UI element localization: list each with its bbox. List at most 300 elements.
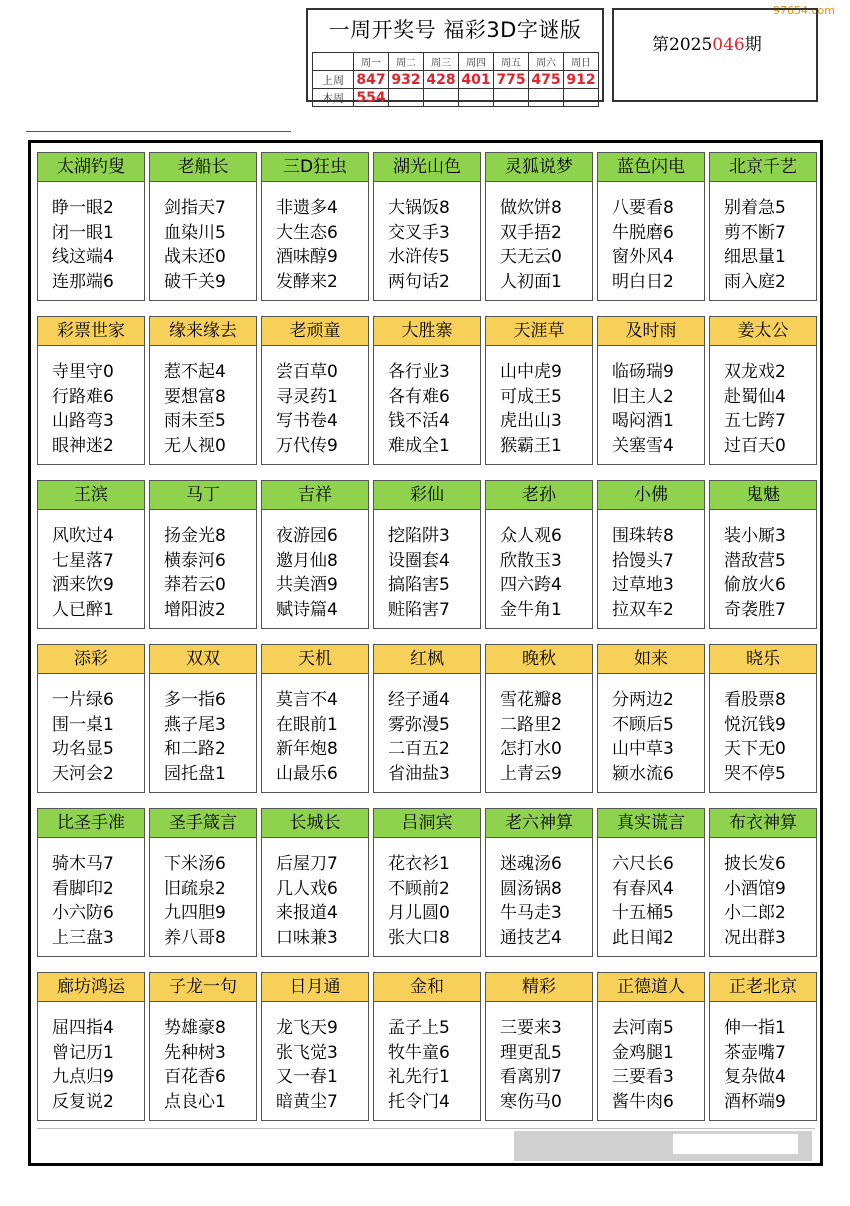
riddle-line: 奇袭胜7 [724, 599, 786, 620]
riddle-line: 山路弯3 [52, 411, 114, 431]
footer-white-block [673, 1134, 798, 1154]
riddle-line: 眼神迷2 [52, 435, 114, 456]
riddle-card [597, 808, 705, 957]
riddle-card [261, 644, 369, 793]
riddle-author: 太湖钓叟 [38, 153, 144, 182]
riddle-card [373, 316, 481, 465]
riddle-line: 明白日2 [612, 271, 674, 292]
riddle-line: 十五桶5 [612, 903, 674, 923]
day-header: 周五 [494, 53, 529, 71]
riddle-card [261, 316, 369, 465]
riddle-line: 曾记历1 [52, 1042, 114, 1063]
riddle-card [149, 972, 257, 1121]
riddle-line: 和二路2 [164, 739, 226, 759]
riddle-line: 悦沉钱9 [724, 714, 786, 735]
riddle-author: 吕洞宾 [374, 809, 480, 838]
riddle-body [598, 1002, 704, 1120]
riddle-body [150, 838, 256, 956]
riddle-line: 迷魂汤6 [500, 854, 562, 874]
riddle-body [374, 182, 480, 300]
riddle-line: 来报道4 [276, 903, 338, 923]
riddle-body [150, 1002, 256, 1120]
riddle-card [709, 972, 817, 1121]
riddle-line: 养八哥8 [164, 927, 226, 948]
riddle-card [485, 644, 593, 793]
draw-number: 847 [354, 71, 389, 89]
riddle-line: 金牛角1 [500, 599, 562, 620]
riddle-author: 比圣手准 [38, 809, 144, 838]
riddle-body [150, 182, 256, 300]
riddle-line: 二百五2 [388, 739, 450, 759]
riddle-author: 吉祥 [262, 481, 368, 510]
riddle-line: 酱牛肉6 [612, 1091, 674, 1112]
riddle-line: 山中草3 [612, 739, 674, 759]
riddle-author: 老船长 [150, 153, 256, 182]
riddle-line: 看离别7 [500, 1067, 562, 1087]
riddle-line: 雪花瓣8 [500, 690, 562, 710]
riddle-line: 经子通4 [388, 690, 450, 710]
riddle-author: 王滨 [38, 481, 144, 510]
riddle-card [37, 808, 145, 957]
riddle-line: 赴蜀仙4 [724, 386, 786, 407]
riddle-body [598, 182, 704, 300]
riddle-line: 四六跨4 [500, 575, 562, 595]
riddle-line: 不顾前2 [388, 878, 450, 899]
riddle-author: 添彩 [38, 645, 144, 674]
riddle-card [373, 808, 481, 957]
riddle-body [710, 838, 816, 956]
riddle-line: 颍水流6 [612, 763, 674, 784]
riddle-body [262, 346, 368, 464]
riddle-author: 红枫 [374, 645, 480, 674]
issue-suffix: 期 [744, 35, 762, 55]
riddle-line: 寻灵药1 [276, 386, 338, 407]
riddle-card [37, 480, 145, 629]
riddle-line: 虎出山3 [500, 411, 562, 431]
riddle-line: 上三盘3 [52, 927, 114, 948]
riddle-author: 马丁 [150, 481, 256, 510]
riddle-line: 偷放火6 [724, 575, 786, 595]
riddle-line: 双手捂2 [500, 222, 562, 243]
riddle-card [373, 644, 481, 793]
riddle-line: 三要看3 [612, 1067, 674, 1087]
riddle-body [262, 182, 368, 300]
riddle-card [261, 152, 369, 301]
riddle-body [486, 674, 592, 792]
riddle-author: 老六神算 [486, 809, 592, 838]
draw-number: 775 [494, 71, 529, 89]
riddle-card [261, 972, 369, 1121]
riddle-line: 反复说2 [52, 1091, 114, 1112]
riddle-line: 酒杯端9 [724, 1091, 786, 1112]
draw-number [459, 89, 494, 107]
riddle-card [485, 316, 593, 465]
riddle-card [37, 152, 145, 301]
riddle-body [710, 674, 816, 792]
riddle-line: 多一指6 [164, 690, 226, 710]
draw-number [389, 89, 424, 107]
riddle-line: 剑指天7 [164, 198, 226, 218]
riddle-line: 过草地3 [612, 575, 674, 595]
riddle-line: 剪不断7 [724, 222, 786, 243]
riddle-author: 天涯草 [486, 317, 592, 346]
riddle-body [38, 182, 144, 300]
riddle-line: 交叉手3 [388, 222, 450, 243]
riddle-line: 花衣衫1 [388, 854, 450, 874]
riddle-line: 非遗多4 [276, 198, 338, 218]
draw-number: 401 [459, 71, 494, 89]
riddle-author: 日月通 [262, 973, 368, 1002]
riddle-author: 金和 [374, 973, 480, 1002]
riddle-author: 大胜寨 [374, 317, 480, 346]
issue-number [652, 30, 762, 55]
riddle-card [373, 480, 481, 629]
riddle-line: 潜敌营5 [724, 550, 786, 571]
riddle-author: 廊坊鸿运 [38, 973, 144, 1002]
riddle-card [37, 644, 145, 793]
riddle-author: 双双 [150, 645, 256, 674]
footer-line [37, 1128, 815, 1129]
riddle-line: 行路难6 [52, 386, 114, 407]
riddle-line: 礼先行1 [388, 1067, 450, 1087]
riddle-body [150, 674, 256, 792]
riddle-line: 园托盘1 [164, 763, 226, 784]
riddle-line: 山最乐6 [276, 763, 338, 784]
site-logo[interactable]: 97654.com [773, 4, 835, 17]
riddle-line: 七星落7 [52, 550, 114, 571]
riddle-line: 哭不停5 [724, 763, 786, 784]
riddle-card [597, 152, 705, 301]
riddle-line: 喝闷酒1 [612, 411, 674, 431]
day-header: 周四 [459, 53, 494, 71]
riddle-author: 及时雨 [598, 317, 704, 346]
riddle-line: 寒伤马0 [500, 1091, 562, 1112]
divider [26, 131, 291, 132]
riddle-line: 六尺长6 [612, 854, 674, 874]
riddle-line: 设圈套4 [388, 550, 450, 571]
riddle-line: 八要看8 [612, 198, 674, 218]
riddle-author: 子龙一句 [150, 973, 256, 1002]
riddle-body [38, 346, 144, 464]
riddle-card [597, 644, 705, 793]
riddle-line: 小二郎2 [724, 903, 786, 923]
riddle-line: 难成全1 [388, 435, 450, 456]
riddle-line: 伸一指1 [724, 1018, 786, 1038]
riddle-author: 缘来缘去 [150, 317, 256, 346]
draw-number: 932 [389, 71, 424, 89]
riddle-line: 旧主人2 [612, 386, 674, 407]
riddle-body [150, 510, 256, 628]
corner-cell [313, 53, 354, 71]
riddle-line: 做炊饼8 [500, 198, 562, 218]
riddle-line: 横泰河6 [164, 550, 226, 571]
riddle-line: 看股票8 [724, 690, 786, 710]
riddle-card [37, 972, 145, 1121]
riddle-body [150, 346, 256, 464]
weekly-draw-panel [306, 8, 604, 106]
riddle-line: 装小厮3 [724, 526, 786, 546]
riddle-line: 牧牛童6 [388, 1042, 450, 1063]
riddle-line: 骑木马7 [52, 854, 114, 874]
riddle-body [598, 674, 704, 792]
riddle-line: 旧疏泉2 [164, 878, 226, 899]
riddle-line: 各行业3 [388, 362, 450, 382]
issue-prefix: 第2025 [652, 35, 713, 55]
riddle-author: 天机 [262, 645, 368, 674]
riddle-author: 三D狂虫 [262, 153, 368, 182]
riddle-author: 北京千艺 [710, 153, 816, 182]
riddle-line: 雨入庭2 [724, 271, 786, 292]
riddle-line: 此日闻2 [612, 927, 674, 948]
riddle-line: 暗黄尘7 [276, 1091, 338, 1112]
riddle-line: 有春风4 [612, 878, 674, 899]
riddle-line: 过百天0 [724, 435, 786, 456]
draw-number: 554 [354, 89, 389, 107]
issue-number-box [612, 8, 818, 102]
riddle-author: 长城长 [262, 809, 368, 838]
riddle-author: 蓝色闪电 [598, 153, 704, 182]
riddle-card [709, 152, 817, 301]
riddle-line: 小酒馆9 [724, 878, 786, 899]
riddle-line: 挖陷阱3 [388, 526, 450, 546]
riddle-line: 在眼前1 [276, 714, 338, 735]
riddle-line: 围一桌1 [52, 714, 114, 735]
riddle-line: 破千关9 [164, 271, 226, 292]
riddle-body [710, 1002, 816, 1120]
riddle-author: 圣手箴言 [150, 809, 256, 838]
riddle-line: 拾馒头7 [612, 550, 674, 571]
draw-number [529, 89, 564, 107]
riddle-line: 屈四指4 [52, 1018, 114, 1038]
riddle-line: 一片绿6 [52, 690, 114, 710]
riddle-body [598, 510, 704, 628]
riddle-card [597, 480, 705, 629]
riddle-line: 线这端4 [52, 247, 114, 267]
riddle-line: 月儿圆0 [388, 903, 450, 923]
riddle-line: 三要来3 [500, 1018, 562, 1038]
riddle-line: 窗外风4 [612, 247, 674, 267]
riddle-line: 燕子尾3 [164, 714, 226, 735]
riddle-body [38, 510, 144, 628]
riddle-line: 新年炮8 [276, 739, 338, 759]
riddle-line: 天河会2 [52, 763, 114, 784]
riddle-body [262, 1002, 368, 1120]
riddle-line: 后屋刀7 [276, 854, 338, 874]
riddle-body [486, 346, 592, 464]
riddle-body [262, 674, 368, 792]
riddle-card [485, 808, 593, 957]
riddle-line: 双龙戏2 [724, 362, 786, 382]
draw-number: 475 [529, 71, 564, 89]
riddle-body [710, 182, 816, 300]
riddle-line: 各有难6 [388, 386, 450, 407]
riddle-author: 姜太公 [710, 317, 816, 346]
day-header: 周二 [389, 53, 424, 71]
riddle-line: 天下无0 [724, 739, 786, 759]
riddle-line: 无人视0 [164, 435, 226, 456]
riddle-line: 圆汤锅8 [500, 878, 562, 899]
riddle-line: 大生态6 [276, 222, 338, 243]
riddle-body [374, 674, 480, 792]
riddle-line: 赋诗篇4 [276, 599, 338, 620]
riddle-card [709, 480, 817, 629]
issue-num: 046 [712, 35, 745, 55]
riddle-line: 人已醉1 [52, 599, 114, 620]
riddle-line: 点良心1 [164, 1091, 226, 1112]
riddle-line: 要想富8 [164, 386, 226, 407]
riddle-line: 上青云9 [500, 763, 562, 784]
riddle-line: 邀月仙8 [276, 550, 338, 571]
riddle-line: 睁一眼2 [52, 198, 114, 218]
riddle-author: 正老北京 [710, 973, 816, 1002]
riddle-card [149, 480, 257, 629]
riddle-line: 水浒传5 [388, 247, 450, 267]
riddle-card [373, 152, 481, 301]
draw-number [564, 89, 599, 107]
riddle-card [485, 152, 593, 301]
draw-number: 428 [424, 71, 459, 89]
riddle-line: 通技艺4 [500, 927, 562, 948]
riddle-line: 扬金光8 [164, 526, 226, 546]
riddle-line: 不顾后5 [612, 714, 674, 735]
riddle-card [709, 808, 817, 957]
riddle-line: 省油盐3 [388, 763, 450, 784]
riddle-line: 先种树3 [164, 1042, 226, 1063]
riddle-line: 万代传9 [276, 435, 338, 456]
riddle-line: 搞陷害5 [388, 575, 450, 595]
riddle-line: 势雄豪8 [164, 1018, 226, 1038]
riddle-line: 雨未至5 [164, 411, 226, 431]
riddle-line: 莽若云0 [164, 575, 226, 595]
riddle-card [149, 316, 257, 465]
riddle-line: 看脚印2 [52, 878, 114, 899]
riddle-line: 九四胆9 [164, 903, 226, 923]
riddle-line: 五七跨7 [724, 411, 786, 431]
riddle-line: 口味兼3 [276, 927, 338, 948]
riddle-line: 小六防6 [52, 903, 114, 923]
riddle-line: 夜游园6 [276, 526, 338, 546]
riddle-line: 茶壶嘴7 [724, 1042, 786, 1063]
riddle-line: 金鸡腿1 [612, 1042, 674, 1063]
riddle-card [597, 972, 705, 1121]
riddle-line: 闭一眼1 [52, 222, 114, 243]
riddle-author: 彩仙 [374, 481, 480, 510]
riddle-line: 发酵来2 [276, 271, 338, 292]
riddle-line: 下米汤6 [164, 854, 226, 874]
riddle-line: 分两边2 [612, 690, 674, 710]
riddle-card [709, 644, 817, 793]
riddle-line: 欣散玉3 [500, 550, 562, 571]
riddle-author: 鬼魅 [710, 481, 816, 510]
riddle-card [709, 316, 817, 465]
footer-bar [37, 1128, 815, 1160]
riddle-body [486, 182, 592, 300]
riddle-line: 怎打水0 [500, 739, 562, 759]
riddle-body [710, 510, 816, 628]
riddle-line: 战未还0 [164, 247, 226, 267]
riddle-line: 两句话2 [388, 271, 450, 292]
riddle-line: 去河南5 [612, 1018, 674, 1038]
weekly-draw-table [312, 52, 599, 107]
riddle-line: 牛马走3 [500, 903, 562, 923]
riddle-author: 如来 [598, 645, 704, 674]
riddle-line: 百花香6 [164, 1067, 226, 1087]
riddle-body [374, 1002, 480, 1120]
riddle-card [261, 480, 369, 629]
riddle-card [373, 972, 481, 1121]
riddle-line: 况出群3 [724, 927, 786, 948]
riddle-body [374, 346, 480, 464]
riddle-line: 大锅饭8 [388, 198, 450, 218]
riddle-line: 功名显5 [52, 739, 114, 759]
riddle-line: 猴霸王1 [500, 435, 562, 456]
riddle-card [149, 152, 257, 301]
riddle-line: 寺里守0 [52, 362, 114, 382]
riddle-author: 正德道人 [598, 973, 704, 1002]
riddle-line: 又一春1 [276, 1067, 338, 1087]
riddle-body [38, 1002, 144, 1120]
this-week-label: 本周 [313, 89, 354, 107]
riddle-line: 关塞雪4 [612, 435, 674, 456]
riddle-body [598, 346, 704, 464]
riddle-author: 小佛 [598, 481, 704, 510]
riddle-line: 山中虎9 [500, 362, 562, 382]
riddle-body [374, 510, 480, 628]
riddle-line: 几人戏6 [276, 878, 338, 899]
last-week-row [313, 71, 599, 89]
days-row [313, 53, 599, 71]
day-header: 周六 [529, 53, 564, 71]
riddle-body [710, 346, 816, 464]
riddle-card [149, 644, 257, 793]
riddle-author: 精彩 [486, 973, 592, 1002]
day-header: 周三 [424, 53, 459, 71]
riddle-author: 布衣神算 [710, 809, 816, 838]
day-header: 周一 [354, 53, 389, 71]
riddle-line: 人初面1 [500, 271, 562, 292]
riddle-card [37, 316, 145, 465]
riddle-line: 二路里2 [500, 714, 562, 735]
riddle-line: 众人观6 [500, 526, 562, 546]
riddle-line: 写书卷4 [276, 411, 338, 431]
riddle-author: 老孙 [486, 481, 592, 510]
riddle-line: 围珠转8 [612, 526, 674, 546]
riddle-line: 九点归9 [52, 1067, 114, 1087]
riddle-line: 细思量1 [724, 247, 786, 267]
riddle-body [262, 838, 368, 956]
riddle-line: 可成王5 [500, 386, 562, 407]
riddle-line: 莫言不4 [276, 690, 338, 710]
riddle-line: 张飞觉3 [276, 1042, 338, 1063]
riddle-line: 尝百草0 [276, 362, 338, 382]
riddle-line: 共美酒9 [276, 575, 338, 595]
riddle-line: 理更乱5 [500, 1042, 562, 1063]
riddle-body [598, 838, 704, 956]
riddle-body [486, 510, 592, 628]
riddle-author: 彩票世家 [38, 317, 144, 346]
riddle-line: 钱不活4 [388, 411, 450, 431]
draw-number [494, 89, 529, 107]
riddle-line: 风吹过4 [52, 526, 114, 546]
riddle-card [485, 480, 593, 629]
riddle-line: 赃陷害7 [388, 599, 450, 620]
panel-title: 一周开奖号 福彩3D字谜版 [328, 18, 582, 42]
last-week-label: 上周 [313, 71, 354, 89]
riddle-line: 牛脱磨6 [612, 222, 674, 243]
riddle-line: 孟子上5 [388, 1018, 450, 1038]
riddle-line: 龙飞天9 [276, 1018, 338, 1038]
riddle-line: 雾弥漫5 [388, 714, 450, 735]
